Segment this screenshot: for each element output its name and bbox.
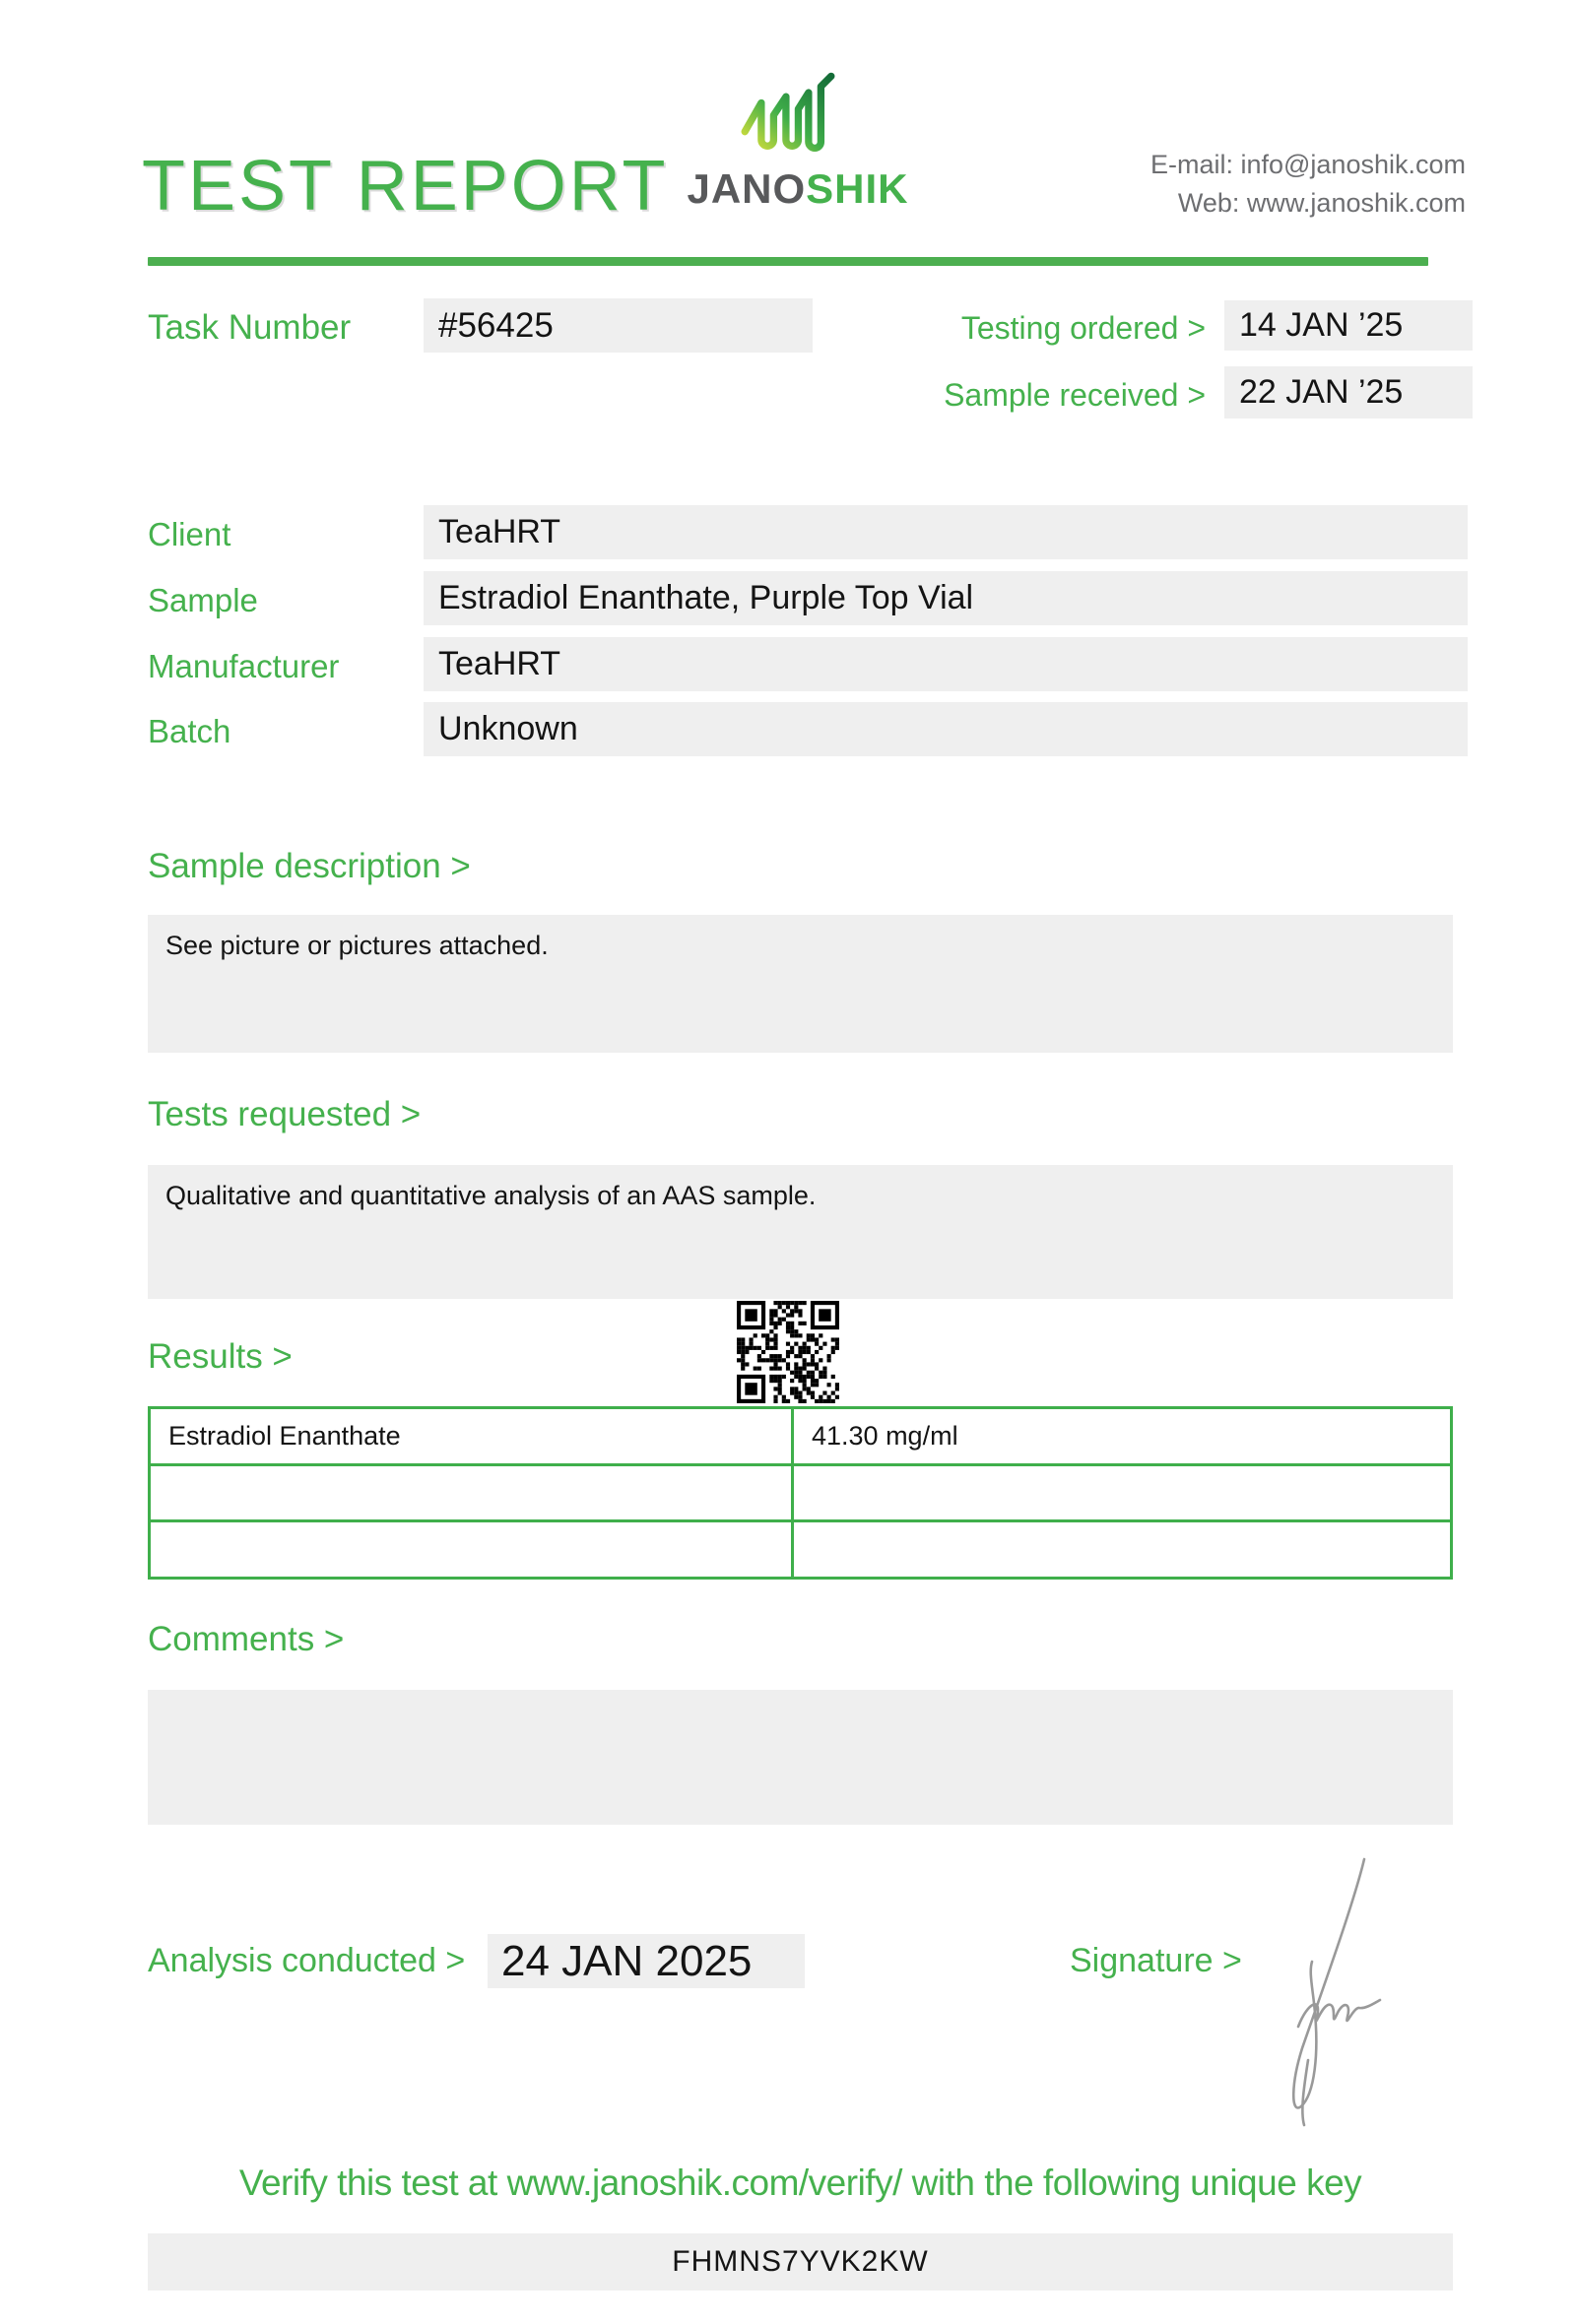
tests-requested-text: Qualitative and quantitative analysis of an AAS sample. bbox=[165, 1181, 817, 1210]
manufacturer-value: TeaHRT bbox=[424, 637, 1468, 691]
substance-cell bbox=[151, 1466, 794, 1520]
testing-ordered-date: 14 JAN ’25 bbox=[1224, 300, 1473, 351]
verify-instruction: Verify this test at www.janoshik.com/verify/ with the following unique key bbox=[238, 2163, 1362, 2203]
logo-text-jano: JANO bbox=[687, 165, 807, 212]
logo-text-shik: SHIK bbox=[806, 165, 909, 212]
tests-requested-heading: Tests requested > bbox=[148, 1095, 422, 1133]
qr-code bbox=[737, 1301, 839, 1403]
batch-label: Batch bbox=[148, 713, 231, 749]
amount-cell bbox=[794, 1466, 1450, 1520]
substance-cell bbox=[151, 1522, 794, 1577]
comments-heading: Comments > bbox=[148, 1620, 345, 1658]
task-number-label: Task Number bbox=[148, 308, 352, 347]
client-value: TeaHRT bbox=[424, 505, 1468, 559]
growth-chart-icon bbox=[741, 69, 835, 161]
amount-cell: 41.30 mg/ml bbox=[812, 1420, 958, 1451]
results-row bbox=[151, 1519, 1450, 1577]
comments-text bbox=[148, 1690, 1453, 1721]
signature-scribble bbox=[1263, 1853, 1401, 2144]
signature-label: Signature > bbox=[1070, 1942, 1242, 1979]
logo-wordmark bbox=[680, 165, 916, 213]
sample-received-date: 22 JAN ’25 bbox=[1224, 366, 1473, 419]
client-label: Client bbox=[148, 516, 231, 552]
results-heading: Results > bbox=[148, 1337, 293, 1376]
sample-description-box bbox=[148, 915, 1453, 1053]
sample-received-label: Sample received > bbox=[944, 377, 1206, 413]
unique-key-value: FHMNS7YVK2KW bbox=[672, 2245, 929, 2278]
manufacturer-label: Manufacturer bbox=[148, 648, 340, 684]
sample-value: Estradiol Enanthate, Purple Top Vial bbox=[424, 571, 1468, 625]
sample-description-heading: Sample description > bbox=[148, 847, 471, 885]
sample-description-text: See picture or pictures attached. bbox=[165, 931, 549, 960]
sample-label: Sample bbox=[148, 582, 258, 618]
contact-block bbox=[1150, 146, 1466, 223]
batch-value: Unknown bbox=[424, 702, 1468, 756]
contact-email: E-mail: info@janoshik.com bbox=[1149, 150, 1466, 179]
page-title: TEST REPORT bbox=[142, 147, 669, 226]
results-table bbox=[148, 1406, 1453, 1580]
task-number-value: #56425 bbox=[424, 298, 813, 353]
substance-cell: Estradiol Enanthate bbox=[151, 1409, 794, 1463]
comments-box bbox=[148, 1690, 1453, 1825]
results-row bbox=[151, 1463, 1450, 1520]
header-divider bbox=[148, 257, 1428, 266]
analysis-conducted-label: Analysis conducted > bbox=[148, 1942, 466, 1979]
analysis-date-value: 24 JAN 2025 bbox=[488, 1934, 805, 1988]
contact-web: Web: www.janoshik.com bbox=[1177, 188, 1466, 218]
testing-ordered-label: Testing ordered > bbox=[960, 310, 1206, 346]
results-row bbox=[151, 1409, 1450, 1463]
tests-requested-box bbox=[148, 1165, 1453, 1299]
amount-cell bbox=[794, 1522, 1450, 1577]
unique-key-box bbox=[148, 2233, 1453, 2291]
